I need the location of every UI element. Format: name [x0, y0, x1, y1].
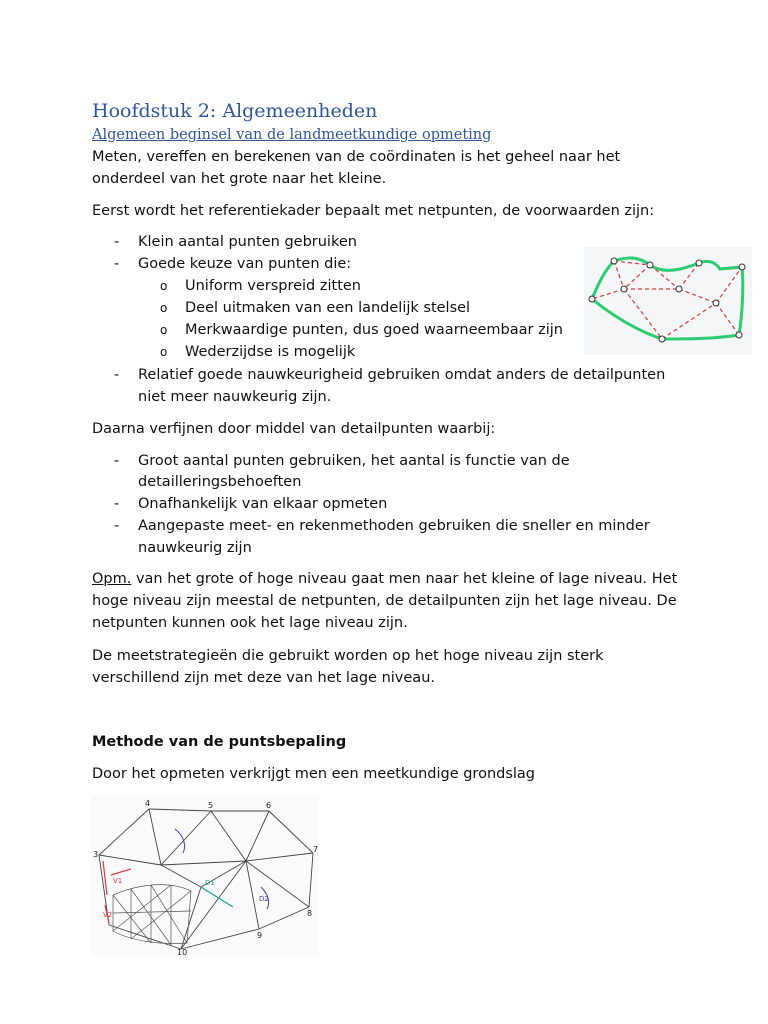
point-label: 10 — [177, 948, 188, 955]
paragraph-refine: Daarna verfijnen door middel van detailpunten waarbij: — [92, 421, 496, 437]
note-line: hoge niveau zijn meestal de netpunten, de detailpunten zijn het lage niveau. De — [92, 593, 677, 609]
sublist-item: Deel uitmaken van een landelijk stelsel — [185, 300, 471, 316]
paragraph-reference: Eerst wordt het referentiekader bepaalt met netpunten, de voorwaarden zijn: — [92, 203, 655, 219]
triangulation-diagram — [91, 795, 319, 955]
list-dash: - — [114, 367, 120, 383]
note-text: van het grote of hoge niveau gaat men naar het kleine of lage niveau. Het — [131, 571, 678, 587]
section-subheading: Algemeen beginsel van de landmeetkundige opmeting — [92, 127, 492, 143]
note-line: netpunten kunnen ook het lage niveau zijn. — [92, 615, 408, 631]
list-item-continuation: nauwkeurig zijn — [138, 540, 252, 556]
figure-background — [91, 795, 319, 955]
note-label: Opm. — [92, 571, 132, 587]
list-dash: - — [114, 496, 120, 512]
paragraph-strategies — [92, 645, 672, 689]
paragraph-line: De meetstrategieën die gebruikt worden op het hoge niveau zijn sterk — [92, 648, 604, 664]
paragraph-line: onderdeel van het grote naar het kleine. — [92, 171, 387, 187]
point-label: 5 — [208, 801, 214, 810]
annotation: D1 — [205, 879, 215, 887]
paragraph-intro — [92, 146, 672, 190]
list-item: Relatief goede nauwkeurigheid gebruiken omdat anders de detailpunten — [138, 367, 666, 383]
list-item: Goede keuze van punten die: — [138, 256, 352, 272]
sublist-bullet: o — [160, 301, 168, 315]
section-title: Methode van de puntsbepaling — [92, 734, 347, 750]
annotation: D2 — [259, 895, 269, 903]
list-item: Onafhankelijk van elkaar opmeten — [138, 496, 388, 512]
sublist-bullet: o — [160, 279, 168, 293]
note-paragraph — [92, 568, 678, 634]
chapter-heading: Hoofdstuk 2: Algemeenheden — [92, 100, 378, 122]
paragraph-line: Meten, vereffen en berekenen van de coördinaten is het geheel naar het — [92, 149, 621, 165]
paragraph-method: Door het opmeten verkrijgt men een meetkundige grondslag — [92, 766, 536, 782]
sublist-item: Uniform verspreid zitten — [185, 278, 361, 294]
point-label: 8 — [307, 909, 313, 918]
list-dash: - — [114, 234, 120, 250]
sublist-item: Wederzijdse is mogelijk — [185, 344, 356, 360]
point-label: 9 — [257, 931, 263, 940]
point-label: 6 — [266, 801, 272, 810]
point-label: 7 — [313, 845, 319, 854]
point-label: 3 — [93, 850, 99, 859]
list-item-continuation: detailleringsbehoeften — [138, 474, 302, 490]
sublist-item: Merkwaardige punten, dus goed waarneembaar zijn — [185, 322, 563, 338]
list-item-continuation: niet meer nauwkeurig zijn. — [138, 389, 332, 405]
list-item: Aangepaste meet- en rekenmethoden gebruiken die sneller en minder — [138, 518, 650, 534]
point-label: 4 — [145, 799, 151, 808]
list-item: Klein aantal punten gebruiken — [138, 234, 357, 250]
list-item: Groot aantal punten gebruiken, het aantal is functie van de — [138, 453, 570, 469]
sublist-bullet: o — [160, 345, 168, 359]
list-dash: - — [114, 518, 120, 534]
list-dash: - — [114, 256, 120, 272]
annotation: V2 — [103, 911, 113, 919]
annotation: V1 — [113, 877, 123, 885]
sublist-bullet: o — [160, 323, 168, 337]
network-figure — [584, 247, 752, 355]
paragraph-line: verschillend zijn met deze van het lage niveau. — [92, 670, 435, 686]
list-dash: - — [114, 453, 120, 469]
